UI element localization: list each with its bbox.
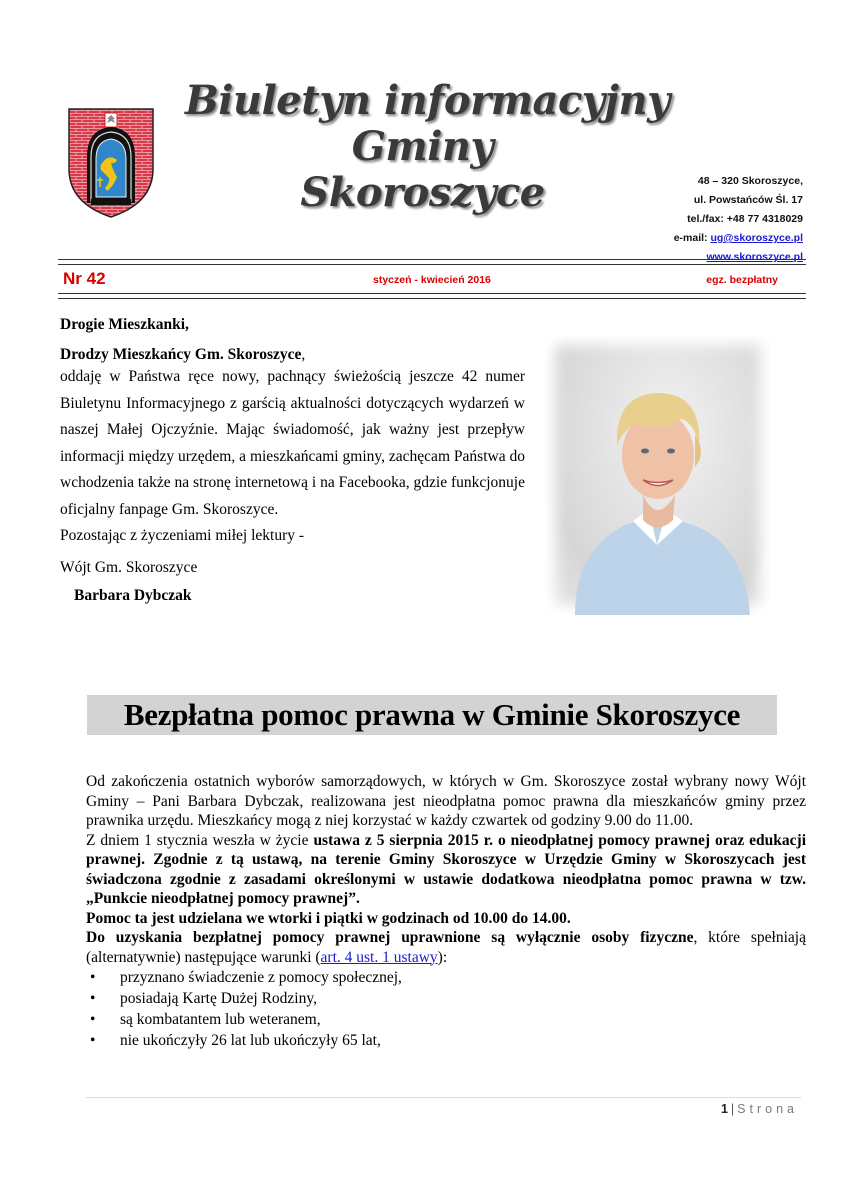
article-title: Bezpłatna pomoc prawna w Gminie Skoroszyce <box>87 695 777 735</box>
address-phone: tel./fax: +48 77 4318029 <box>687 213 803 225</box>
footer-separator: | <box>730 1102 735 1116</box>
portrait-illustration <box>545 335 770 615</box>
p4-bold-text: Do uzyskania bezpłatnej pomocy prawnej uprawnione są wyłącznie osoby fizyczne <box>86 929 694 946</box>
condition-text: są kombatantem lub weteranem, <box>120 1011 321 1028</box>
list-item <box>90 1030 806 1051</box>
condition-text: przyznano świadczenie z pomocy społecznej, <box>120 969 402 986</box>
address-postal: 48 – 320 Skoroszyce, <box>697 175 803 187</box>
masthead-line-2: Gminy <box>351 123 494 170</box>
municipality-crest <box>67 107 155 219</box>
footer-divider <box>86 1097 801 1098</box>
page-footer <box>721 1102 798 1116</box>
letter-greeting-2-comma: , <box>301 346 306 363</box>
mayor-letter <box>60 316 525 605</box>
condition-text: posiadają Kartę Dużej Rodziny, <box>120 990 317 1007</box>
article-paragraph-4 <box>86 928 806 967</box>
email-label: e-mail: <box>673 232 711 244</box>
article-body <box>86 772 806 1051</box>
issue-number: Nr 42 <box>63 269 106 288</box>
p2-bold-text: ustawa z 5 sierpnia 2015 r. o nieodpłatnej pomocy prawnej oraz edukacji prawnej. Zgodnie z tą ustawą, na terenie Gminy Skoroszyce w Urzędzie Gminy w Skoroszycach jest świadczona zgodnie z zasadami określonymi w ustawie dodatkowa nieodpłatna pomoc prawna w tzw. „Punkcie nieodpłatnej pomocy prawnej”. <box>86 831 807 907</box>
law-reference-link[interactable]: art. 4 ust. 1 ustawy <box>320 948 438 966</box>
letter-closing: Pozostając z życzeniami miłej lektury - <box>60 527 305 544</box>
letter-body: oddaję w Państwa ręce nowy, pachnący świeżością jeszcze 42 numer Biuletynu Informacyjnego z garścią aktualności dotyczących wydarzeń w naszej Małej Ojczyźnie. Mając świadomość, jak ważny jest przepływ informacji między urzędem, a mieszkańcami gminy, zachęcam Państwa do wchodzenia także na stronę internetową i na Facebooka, gdzie funkcjonuje oficjalny fanpage Gm. Skoroszyce. <box>60 368 525 518</box>
bullet-icon: • <box>90 1011 96 1028</box>
masthead-line-3: Skoroszyce <box>300 169 545 216</box>
email-link[interactable]: ug@skoroszyce.pl <box>710 232 803 244</box>
address-street: ul. Powstańców Śl. 17 <box>693 194 803 206</box>
p4-text: , które spełniają (alternatywnie) następujące warunki ( <box>86 929 806 966</box>
contact-address <box>674 172 803 267</box>
website-link[interactable]: www.skoroszyce.pl <box>706 251 803 263</box>
newsletter-masthead <box>185 77 670 216</box>
list-item <box>90 988 806 1009</box>
article-paragraph-2 <box>86 831 806 909</box>
article-paragraph-1: Od zakończenia ostatnich wyborów samorządowych, w których w Gm. Skoroszyce został wybrany nowy Wójt Gminy – Pani Barbara Dybczak, realizowana jest nieodpłatna pomoc prawna dla mieszkańców gminy przez prawnika urzędu. Mieszkańcy mogą z niej korzystać w każdy czwartek od godziny 9.00 do 11.00. <box>86 773 806 829</box>
p4-end: ): <box>437 948 448 966</box>
header-divider-bottom <box>58 293 806 299</box>
page-number: 1 <box>720 1102 728 1116</box>
masthead-line-1: Biuletyn informacyjny <box>185 77 670 124</box>
letter-greeting-2 <box>60 346 525 364</box>
price-note: egz. bezpłatny <box>706 274 778 286</box>
eligibility-conditions-list <box>86 967 806 1051</box>
list-item <box>90 967 806 988</box>
bullet-icon: • <box>90 1032 96 1049</box>
header-divider-top <box>58 259 806 265</box>
letter-greeting-1: Drogie Mieszkanki, <box>60 316 189 333</box>
condition-text: nie ukończyły 26 lat lub ukończyły 65 lat, <box>120 1032 381 1049</box>
signature-name: Barbara Dybczak <box>74 586 192 604</box>
letter-greeting-2-text: Drodzy Mieszkańcy Gm. Skoroszyce <box>60 346 302 363</box>
issue-period: styczeń - kwiecień 2016 <box>373 274 491 286</box>
coat-of-arms-icon <box>67 107 155 219</box>
issue-info-row <box>63 269 803 291</box>
signature-role: Wójt Gm. Skoroszyce <box>60 558 198 576</box>
bullet-icon: • <box>90 990 96 1007</box>
bullet-icon: • <box>90 969 96 986</box>
p2-text: Z dniem 1 stycznia weszła w życie <box>86 831 314 849</box>
article-paragraph-3: Pomoc ta jest udzielana we wtorki i piątki w godzinach od 10.00 do 14.00. <box>86 909 571 927</box>
page-label: Strona <box>737 1102 798 1116</box>
mayor-portrait-photo <box>545 335 770 615</box>
address-email-row <box>674 229 803 248</box>
list-item <box>90 1009 806 1030</box>
